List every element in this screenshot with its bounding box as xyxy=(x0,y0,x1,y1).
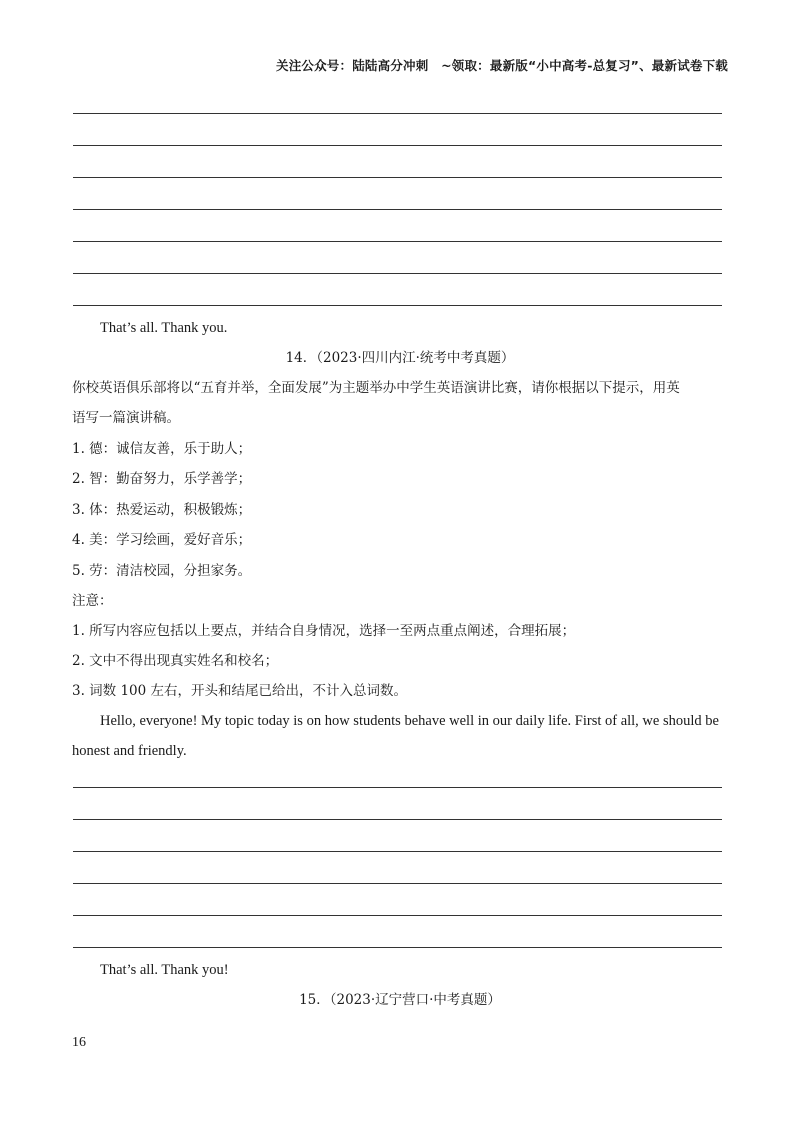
writing-line xyxy=(73,177,722,178)
writing-line xyxy=(73,851,722,852)
q14-point: 2. 智：勤奋努力，乐学善学； xyxy=(72,471,252,487)
page-number: 16 xyxy=(72,1035,86,1050)
q14-point: 3. 体：热爱运动，积极锻炼； xyxy=(72,502,252,518)
q15-title: 15．（2023·辽宁营口·中考真题） xyxy=(299,992,501,1008)
writing-line xyxy=(73,241,722,242)
writing-line xyxy=(73,305,722,306)
q14-prompt-line-2: 语写一篇演讲稿。 xyxy=(72,410,180,426)
q14-note: 1. 所写内容应包括以上要点，并结合自身情况，选择一至两点重点阐述，合理拓展； xyxy=(72,623,576,639)
q13-closing: That’s all. Thank you. xyxy=(100,320,228,336)
q14-closing: That’s all. Thank you! xyxy=(100,962,229,978)
q14-point: 1. 德：诚信友善，乐于助人； xyxy=(72,441,252,457)
writing-line xyxy=(73,273,722,274)
writing-line xyxy=(73,113,722,114)
writing-line xyxy=(73,947,722,948)
q14-note: 2. 文中不得出现真实姓名和校名； xyxy=(72,653,279,669)
writing-line xyxy=(73,915,722,916)
q14-point: 4. 美：学习绘画，爱好音乐； xyxy=(72,532,252,548)
q14-prompt-line-1: 你校英语俱乐部将以“五育并举，全面发展”为主题举办中学生英语演讲比赛，请你根据以下提示，用英 xyxy=(72,380,680,396)
q14-notes-label: 注意： xyxy=(72,593,113,609)
q14-opening-line-2: honest and friendly. xyxy=(72,743,187,759)
writing-line xyxy=(73,787,722,788)
writing-line xyxy=(73,883,722,884)
writing-line xyxy=(73,145,722,146)
writing-line xyxy=(73,209,722,210)
page-header: 关注公众号：陆陆高分冲刺 ~领取：最新版“小中高考-总复习”、最新试卷下载 xyxy=(276,58,728,73)
q14-note: 3. 词数 100 左右，开头和结尾已给出，不计入总词数。 xyxy=(72,683,408,699)
writing-line xyxy=(73,819,722,820)
q14-point: 5. 劳：清洁校园，分担家务。 xyxy=(72,563,252,579)
q14-opening-line-1: Hello, everyone! My topic today is on how students behave well in our daily life. First of all, we should be xyxy=(100,713,719,729)
q14-title: 14．（2023·四川内江·统考中考真题） xyxy=(285,350,515,366)
